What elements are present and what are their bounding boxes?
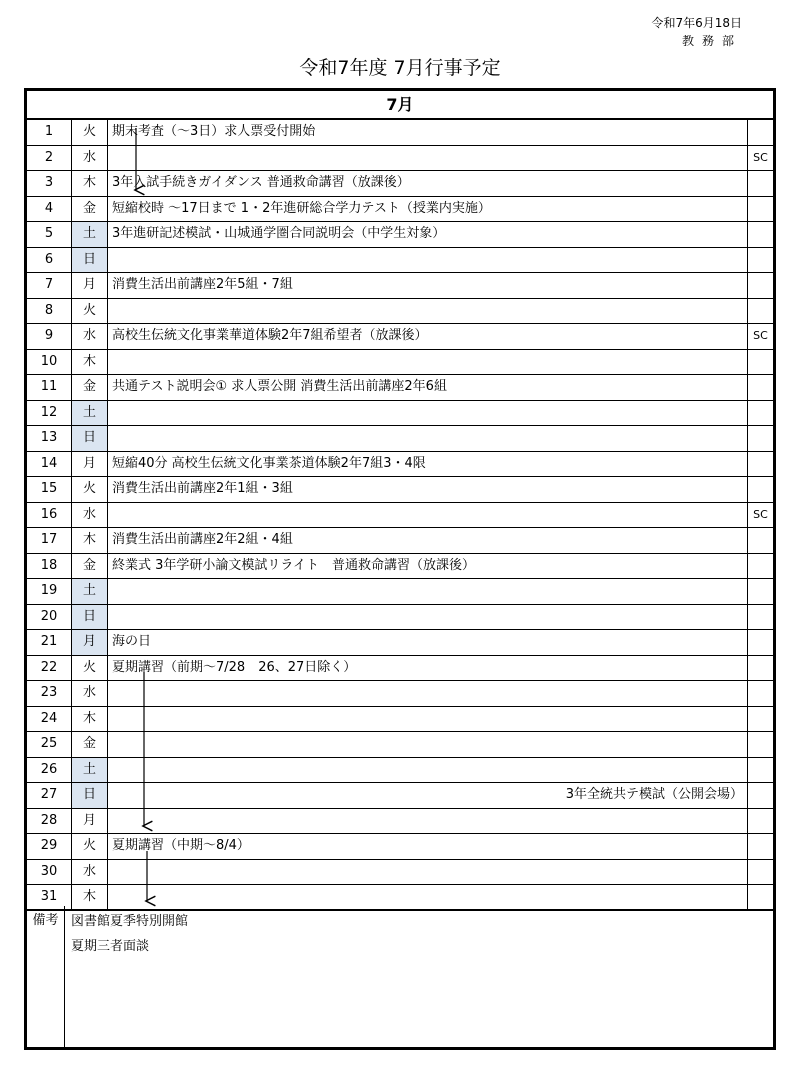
day-number: 16 [27,503,72,528]
weekday: 月 [72,809,108,834]
event-text: 消費生活出前講座2年2組・4組 [112,532,293,547]
table-row [27,528,773,554]
weekday: 火 [72,656,108,681]
sc-marker [748,809,773,834]
event-text: 夏期講習（前期～7/28 26、27日除く） [112,659,357,675]
event-cell [108,656,748,681]
table-row [27,222,773,248]
table-row [27,248,773,274]
day-number: 24 [27,707,72,732]
remarks-line: 図書館夏季特別開館 [71,914,189,929]
day-number: 31 [27,885,72,909]
table-row [27,171,773,197]
day-number: 30 [27,860,72,885]
day-number: 27 [27,783,72,808]
event-text: 終業式 3年学研小論文模試リライト 普通救命講習（放課後） [112,557,476,573]
weekday: 木 [72,885,108,909]
weekday: 日 [72,783,108,808]
event-cell [108,528,748,553]
day-number: 4 [27,197,72,222]
day-number: 6 [27,248,72,273]
event-cell [108,681,748,706]
weekday: 水 [72,324,108,349]
sc-marker: SC [753,329,768,342]
event-cell [108,707,748,732]
weekday: 木 [72,707,108,732]
sc-marker [748,299,773,324]
event-cell [108,146,748,171]
table-row [27,783,773,809]
table-row [27,681,773,707]
table-row [27,273,773,299]
day-number: 20 [27,605,72,630]
event-cell [108,579,748,604]
schedule-rows [27,120,773,911]
event-cell [108,375,748,400]
table-row [27,809,773,835]
table-row [27,299,773,325]
event-cell [108,860,748,885]
table-row [27,120,773,146]
event-text-right: 3年全統共テ模試（公開会場） [565,787,743,802]
weekday: 日 [72,605,108,630]
event-text: 海の日 [112,634,152,649]
table-row [27,401,773,427]
weekday: 金 [72,732,108,757]
event-cell [108,554,748,579]
weekday: 土 [72,579,108,604]
day-number: 26 [27,758,72,783]
weekday: 金 [72,554,108,579]
sc-marker [748,120,773,145]
weekday: 日 [72,248,108,273]
sc-marker [748,554,773,579]
event-cell [108,401,748,426]
sc-marker [748,222,773,247]
weekday: 木 [72,171,108,196]
table-row [27,452,773,478]
table-row [27,426,773,452]
event-cell [108,809,748,834]
weekday: 火 [72,120,108,145]
sc-marker [748,783,773,808]
remarks-list [71,909,188,959]
weekday: 土 [72,401,108,426]
day-number: 9 [27,324,72,349]
sc-marker [748,350,773,375]
event-cell [108,197,748,222]
table-row [27,605,773,631]
day-number: 23 [27,681,72,706]
event-text: 短縮40分 高校生伝統文化事業茶道体験2年7組3・4限 [112,455,426,471]
department-name: 教務部 [681,34,742,48]
table-row [27,503,773,529]
table-row [27,197,773,223]
day-number: 25 [27,732,72,757]
table-row [27,146,773,172]
weekday: 水 [72,681,108,706]
day-number: 5 [27,222,72,247]
event-text: 夏期講習（中期～8/4） [112,838,250,853]
sc-marker [748,630,773,655]
table-row [27,579,773,605]
event-cell [108,299,748,324]
weekday: 火 [72,477,108,502]
table-row [27,834,773,860]
table-row [27,350,773,376]
sc-marker [748,860,773,885]
month-header: 7月 [27,91,773,120]
table-row [27,375,773,401]
day-number: 29 [27,834,72,859]
event-cell [108,605,748,630]
event-cell [108,171,748,196]
day-number: 28 [27,809,72,834]
event-cell [108,503,748,528]
day-number: 12 [27,401,72,426]
sc-marker [748,273,773,298]
event-cell [108,477,748,502]
sc-marker [748,707,773,732]
event-cell [108,426,748,451]
event-cell [108,324,748,349]
weekday: 木 [72,350,108,375]
weekday: 土 [72,758,108,783]
page-title: 令和7年度 7月行事予定 [299,57,501,79]
event-cell [108,120,748,145]
day-number: 10 [27,350,72,375]
day-number: 15 [27,477,72,502]
table-row [27,324,773,350]
sc-marker [748,605,773,630]
sc-marker: SC [753,507,768,521]
sc-marker: SC [753,150,768,164]
event-cell [108,273,748,298]
remarks-section [27,906,773,1047]
day-number: 2 [27,146,72,171]
day-number: 13 [27,426,72,451]
weekday: 火 [72,834,108,859]
remarks-line: 夏期三者面談 [71,939,150,954]
sc-marker [748,197,773,222]
day-number: 1 [27,120,72,145]
day-number: 18 [27,554,72,579]
event-text: 消費生活出前講座2年1組・3組 [112,481,293,496]
sc-marker [748,656,773,681]
weekday: 月 [72,452,108,477]
sc-marker [748,528,773,553]
event-text: 3年入試手続きガイダンス 普通救命講習（放課後） [112,175,410,190]
day-number: 22 [27,656,72,681]
event-text: 3年進研記述模試・山城通学圏合同説明会（中学生対象） [112,226,446,241]
table-row [27,554,773,580]
sc-marker [748,452,773,477]
event-cell [108,732,748,757]
sc-marker [748,248,773,273]
sc-marker [748,732,773,757]
weekday: 金 [72,375,108,400]
event-text: 高校生伝統文化事業華道体験2年7組希望者（放課後） [112,328,428,343]
weekday: 木 [72,528,108,553]
sc-marker [748,681,773,706]
table-row [27,477,773,503]
sc-marker [748,401,773,426]
event-text: 短縮校時 ～17日まで 1・2年進研総合学力テスト（授業内実施） [112,200,491,216]
table-row [27,656,773,682]
day-number: 21 [27,630,72,655]
weekday: 水 [72,503,108,528]
event-cell [108,350,748,375]
remarks-label: 備考 [27,906,65,1047]
sc-marker [748,579,773,604]
event-cell [108,783,748,808]
table-row [27,758,773,784]
weekday: 水 [72,146,108,171]
event-cell [108,758,748,783]
sc-marker [748,426,773,451]
day-number: 3 [27,171,72,196]
table-row [27,630,773,656]
weekday: 月 [72,273,108,298]
event-cell [108,222,748,247]
schedule-table [24,88,776,1050]
sc-marker [748,758,773,783]
day-number: 14 [27,452,72,477]
event-text: 消費生活出前講座2年5組・7組 [112,277,293,292]
weekday: 月 [72,630,108,655]
day-number: 8 [27,299,72,324]
table-row [27,732,773,758]
event-text: 期末考査（～3日）求人票受付開始 [112,124,316,139]
event-cell [108,834,748,859]
sc-marker [748,834,773,859]
event-cell [108,248,748,273]
document-date: 令和7年6月18日 [651,16,742,30]
event-cell [108,452,748,477]
sc-marker [748,477,773,502]
weekday: 水 [72,860,108,885]
sc-marker [748,171,773,196]
weekday: 日 [72,426,108,451]
weekday: 金 [72,197,108,222]
weekday: 土 [72,222,108,247]
sc-marker [748,375,773,400]
weekday: 火 [72,299,108,324]
event-cell [108,630,748,655]
event-text: 共通テスト説明会① 求人票公開 消費生活出前講座2年6組 [112,379,447,394]
day-number: 17 [27,528,72,553]
day-number: 19 [27,579,72,604]
table-row [27,860,773,886]
day-number: 11 [27,375,72,400]
table-row [27,707,773,733]
day-number: 7 [27,273,72,298]
